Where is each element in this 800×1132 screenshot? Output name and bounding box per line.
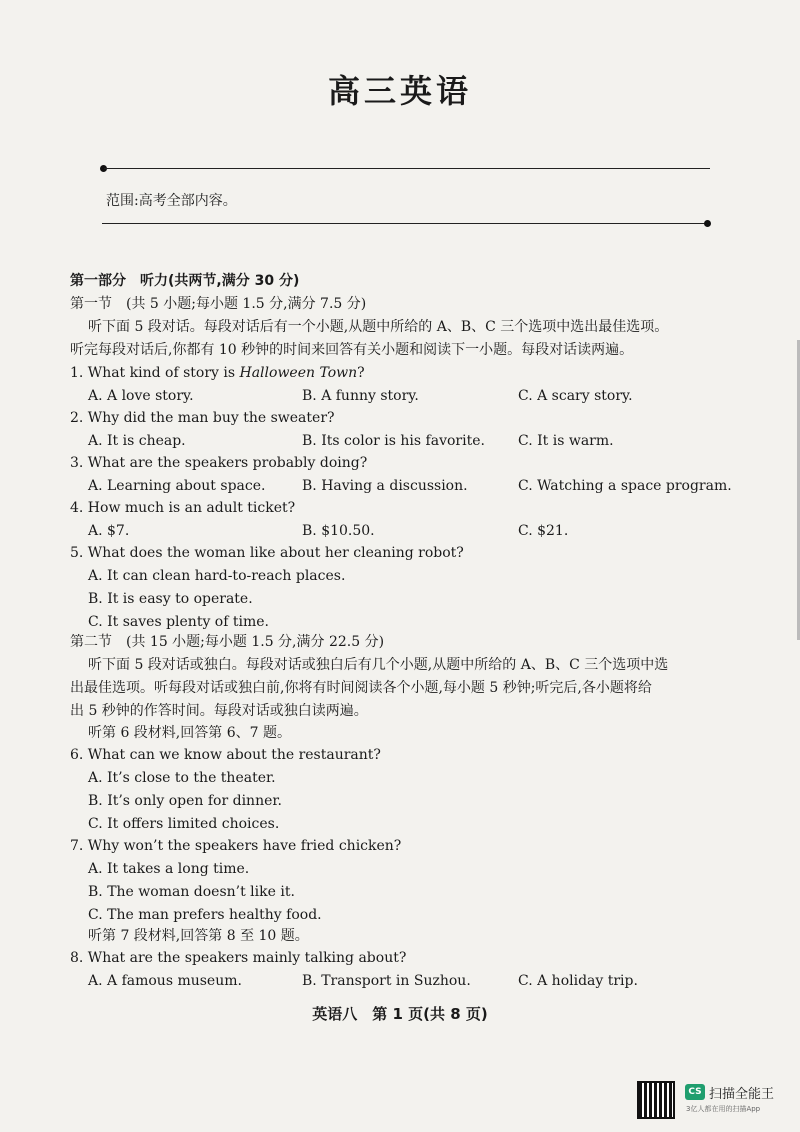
q8-option-a: A. A famous museum.	[88, 973, 242, 989]
q7-option-c: C. The man prefers healthy food.	[88, 907, 322, 923]
q6-option-a: A. It’s close to the theater.	[88, 770, 276, 786]
question-8: 8. What are the speakers mainly talking about?	[70, 950, 407, 966]
section1-heading: 第一节 (共 5 小题;每小题 1.5 分,满分 7.5 分)	[70, 296, 367, 312]
q8-option-c: C. A holiday trip.	[518, 973, 638, 989]
question-2: 2. Why did the man buy the sweater?	[70, 410, 335, 426]
question-7: 7. Why won’t the speakers have fried chicken?	[70, 838, 402, 854]
q2-option-c: C. It is warm.	[518, 433, 614, 449]
q2-option-b: B. Its color is his favorite.	[302, 433, 485, 449]
section2-heading: 第二节 (共 15 小题;每小题 1.5 分,满分 22.5 分)	[70, 634, 385, 650]
q3-option-a: A. Learning about space.	[88, 478, 266, 494]
question-5: 5. What does the woman like about her cleaning robot?	[70, 545, 464, 561]
question-6: 6. What can we know about the restaurant?	[70, 747, 381, 763]
section2-instructions-end: 出 5 秒钟的作答时间。每段对话或独白读两遍。	[70, 703, 368, 719]
rule-dot-right	[704, 220, 711, 227]
scope-text: 范围:高考全部内容。	[106, 193, 237, 209]
q6-option-c: C. It offers limited choices.	[88, 816, 280, 832]
q1-option-a: A. A love story.	[88, 388, 194, 404]
q8-option-b: B. Transport in Suzhou.	[302, 973, 471, 989]
material-6-note: 听第 6 段材料,回答第 6、7 题。	[88, 725, 291, 741]
section2-instructions: 听下面 5 段对话或独白。每段对话或独白后有几个小题,从题中所给的 A、B、C 三个选项中选	[88, 657, 669, 673]
q4-option-a: A. $7.	[88, 523, 130, 539]
camscanner-logo-icon: CS	[685, 1084, 705, 1100]
camscanner-tagline: 3亿人都在用的扫描App	[686, 1105, 761, 1113]
q7-option-a: A. It takes a long time.	[88, 861, 250, 877]
question-1: 1. What kind of story is Halloween Town?	[70, 365, 365, 381]
camscanner-name: 扫描全能王	[709, 1087, 775, 1102]
qr-code-icon	[637, 1081, 675, 1119]
q2-option-a: A. It is cheap.	[88, 433, 186, 449]
section1-instructions: 听下面 5 段对话。每段对话后有一个小题,从题中所给的 A、B、C 三个选项中选出最佳选项。	[88, 319, 669, 335]
question-1-title-italic: Halloween Town	[239, 365, 358, 381]
section2-instructions-cont: 出最佳选项。听每段对话或独白前,你将有时间阅读各个小题,每小题 5 秒钟;听完后,各小题将给	[70, 680, 652, 696]
page-title: 高三英语	[327, 72, 472, 110]
q1-option-b: B. A funny story.	[302, 388, 419, 404]
bottom-rule	[102, 223, 706, 224]
q5-option-b: B. It is easy to operate.	[88, 591, 253, 607]
section1-instructions-cont: 听完每段对话后,你都有 10 秒钟的时间来回答有关小题和阅读下一小题。每段对话读两遍。	[70, 342, 634, 358]
question-3: 3. What are the speakers probably doing?	[70, 455, 368, 471]
q5-option-a: A. It can clean hard-to-reach places.	[88, 568, 346, 584]
q3-option-b: B. Having a discussion.	[302, 478, 468, 494]
question-4: 4. How much is an adult ticket?	[70, 500, 296, 516]
q5-option-c: C. It saves plenty of time.	[88, 614, 269, 630]
page-footer: 英语八 第 1 页(共 8 页)	[312, 1005, 488, 1023]
material-7-note: 听第 7 段材料,回答第 8 至 10 题。	[88, 928, 309, 944]
q4-option-c: C. $21.	[518, 523, 569, 539]
q3-option-c: C. Watching a space program.	[518, 478, 732, 494]
q4-option-b: B. $10.50.	[302, 523, 375, 539]
top-rule	[104, 168, 710, 169]
q6-option-b: B. It’s only open for dinner.	[88, 793, 282, 809]
q1-option-c: C. A scary story.	[518, 388, 633, 404]
part1-heading: 第一部分 听力(共两节,满分 30 分)	[70, 273, 300, 289]
q7-option-b: B. The woman doesn’t like it.	[88, 884, 295, 900]
